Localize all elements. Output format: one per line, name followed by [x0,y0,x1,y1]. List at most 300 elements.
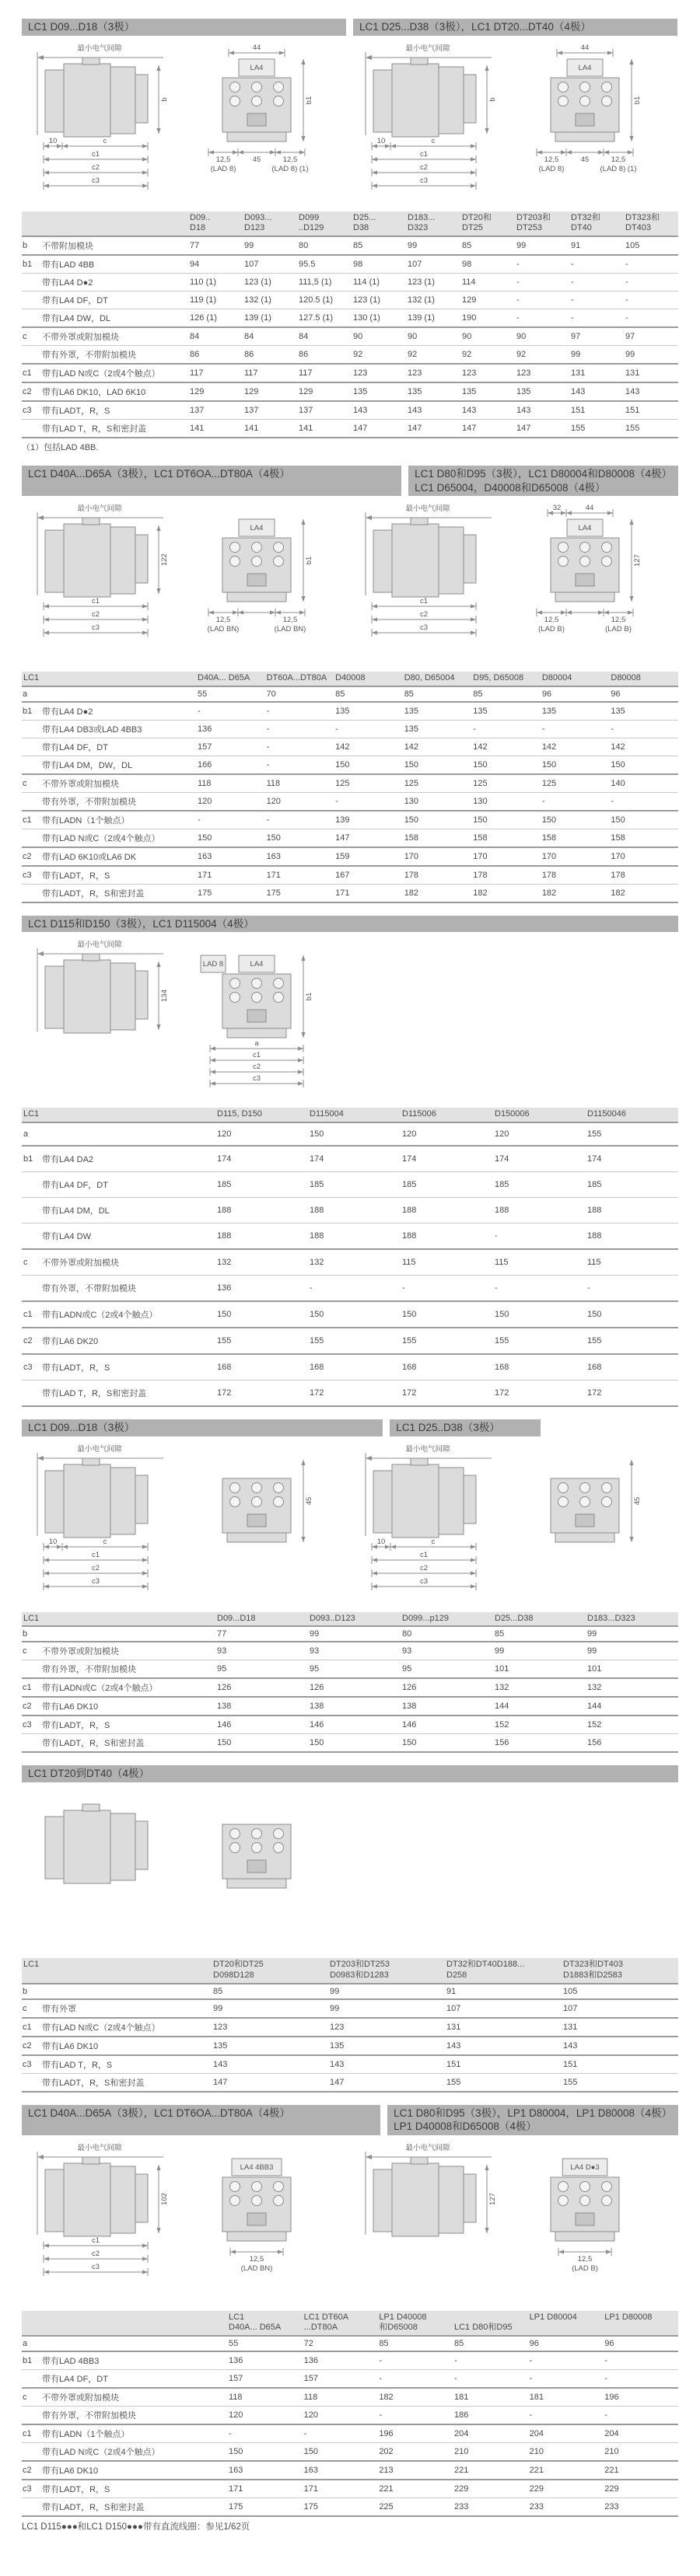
table-header-row [22,211,678,237]
dimension-value: 85 [453,2336,528,2351]
dimension-value: 190 [460,309,515,328]
column-header: D80008 [609,672,678,686]
dimension-value: 72 [303,2336,378,2351]
row-key: c2 [22,1328,40,1354]
dimension-value: 135 [328,2037,445,2055]
drawing-group [22,42,350,205]
section-header-row [22,916,678,933]
row-label: 带有LA4 DW [40,1223,215,1250]
section-header: LC1 D80和D95（3极），LC1 D80004和D80008（4极） LC1 D65004，D40008和D65008（4极） [408,466,678,496]
dimension-value: - [227,2424,303,2443]
dimension-value: 168 [401,1354,493,1380]
dim-label: b [488,96,497,102]
dim-label: c3 [419,623,429,633]
dim-label: b1 [633,96,642,104]
dimension-value: 150 [493,1301,586,1328]
dimension-drawings [22,938,678,1101]
dimension-value: 135 [460,382,515,401]
dimension-value: 118 [227,2388,303,2407]
dimension-value: - [308,1276,401,1302]
dim-label: LA4 [578,524,592,533]
column-header: D25...D38 [493,1612,586,1627]
dimension-value: - [541,792,610,811]
side-view-drawing [22,1443,177,1606]
dimension-value: 119 (1) [188,291,243,309]
table-row [22,774,678,793]
section-header-row [22,466,678,496]
dimensions-table [22,2311,678,2518]
table-corner-label: LC1 [22,1958,212,1984]
dimension-value: 99 [493,1642,586,1660]
dimension-value: 135 [515,382,569,401]
dimension-value: 158 [541,829,610,847]
dimension-value: 99 [569,346,624,365]
row-label [40,1626,215,1642]
row-label [40,1122,215,1146]
drawing-group [22,1443,350,1606]
dimension-value: 85 [334,686,403,702]
dimension-value: 136 [303,2351,378,2370]
dim-label: LA4 D●3 [570,2162,600,2172]
row-key: b1 [22,702,40,721]
dimension-value: 157 [196,738,265,756]
row-key: c2 [22,847,40,866]
dimension-value: 157 [303,2370,378,2389]
dim-label: c3 [419,1576,429,1586]
section-lc1-d40a-d65a-lp1 [22,2105,678,2533]
dimension-value: 172 [308,1380,401,1407]
dimension-value: 92 [406,346,460,365]
dim-label: 12,5 [215,616,231,625]
contactor-side-view [22,42,177,197]
section-header: LC1 D25..D38（3极） [390,1419,541,1436]
dimension-value: 167 [334,866,403,885]
dimension-value: 135 [403,702,472,721]
side-view-drawing [22,938,177,1101]
dimension-value: - [377,2407,453,2425]
dimension-value: 129 [188,382,243,401]
dimension-value: 182 [541,884,610,902]
dimensions-table [22,1958,678,2093]
row-label: 带有LA6 DK10 [40,1697,215,1716]
dimension-value: 138 [308,1697,401,1716]
row-label: 带有LADN或C（2或4个触点） [40,1301,215,1328]
dimension-value: - [624,255,678,274]
dim-label: c2 [91,610,100,620]
dimension-value: 125 [334,774,403,793]
dimension-value: 188 [586,1223,678,1250]
dimension-value: 163 [303,2461,378,2480]
dimension-value: 127.5 (1) [297,309,352,328]
dimension-value: 85 [403,686,472,702]
table-row [22,738,678,756]
dim-label: c3 [252,1074,261,1084]
dimension-value: 150 [609,756,678,774]
side-view-drawing [22,42,177,205]
dimension-value: 229 [453,2480,528,2498]
dim-label: 32 [552,504,562,513]
table-row [22,1301,678,1328]
table-row [22,236,678,255]
dimension-value: 123 [515,364,569,382]
row-label: 带有LA4 DB3或LAD 4BB3 [40,720,196,738]
dimension-value: - [334,720,403,738]
dimension-value: 150 [401,1301,493,1328]
dim-label: c3 [419,176,429,185]
dimension-value: - [515,309,569,328]
dimension-value: 114 (1) [352,274,406,291]
contactor-side-view [22,1443,177,1598]
dimension-drawings [22,2141,678,2305]
dim-label: 最小电气间隙 [77,504,122,514]
table-row [22,2443,678,2462]
dimension-value: 155 [569,420,624,438]
dimension-value: - [569,291,624,309]
dimension-value: 91 [569,236,624,255]
row-label: 带有LA4 DM，DW，DL [40,756,196,774]
dimension-value: 118 [265,774,334,793]
dimension-value: 125 [471,774,541,793]
dimension-value: 132 [586,1678,678,1697]
section-lc1-d09-d18 [22,19,678,453]
table-row [22,1999,678,2018]
row-label: 不带外罩或附加模块 [40,2388,227,2407]
row-label [40,686,196,702]
side-view-drawing [350,2141,506,2305]
dimension-value: - [265,702,334,721]
table-row [22,829,678,847]
dimension-value: - [493,1223,586,1250]
table-row [22,792,678,811]
dimension-value: 210 [603,2443,678,2462]
column-header: DT32和DT40D188... D258 [445,1958,562,1984]
table-row [22,1198,678,1223]
dimension-value: 151 [569,401,624,420]
dimension-value: 135 [352,382,406,401]
front-view-drawing [179,1443,334,1606]
dim-label: 最小电气间隙 [405,2143,450,2152]
row-key: b1 [22,2351,40,2370]
row-key: c3 [22,866,40,885]
table-corner-label: LC1 [22,1108,215,1122]
table-row [22,1734,678,1753]
dimension-value: 120 [265,792,334,811]
dim-label: c1 [91,597,100,606]
dimension-value: 185 [215,1172,308,1198]
dimension-value: 135 [212,2037,328,2055]
dim-label: c2 [419,162,429,172]
front-view-drawing [179,1789,334,1952]
table-header-row [22,1612,678,1627]
dimension-value: 181 [528,2388,604,2407]
footnote: （1）包括LAD 4BB. [22,443,99,453]
dimension-value: 172 [493,1380,586,1407]
dimension-value: 85 [493,1626,586,1642]
dimensions-table-host [22,1108,678,1407]
dim-label: 最小电气间隙 [77,1444,122,1454]
dimension-value: 185 [493,1172,586,1198]
dimension-value: 155 [562,2073,678,2092]
table-row [22,1380,678,1407]
dimension-value: 55 [196,686,265,702]
dimension-value: 105 [624,236,678,255]
dimension-value: 159 [334,847,403,866]
dimension-value: 97 [569,327,624,346]
dimension-value: 135 [334,702,403,721]
dimension-value: 99 [586,1626,678,1642]
row-label: 带有LADT，R，S [40,1354,215,1380]
dimension-value: 202 [377,2443,453,2462]
dimension-value: 174 [493,1146,586,1172]
dimension-value: 129 [460,291,515,309]
dimension-value: 98 [460,255,515,274]
dimension-value: 147 [328,2073,445,2092]
table-row [22,1328,678,1354]
dim-label: (LAD BN) [274,625,306,634]
dimension-value: 151 [562,2055,678,2074]
dimension-value: - [265,756,334,774]
dim-label: (LAD BN) [240,2264,273,2273]
dim-label: 10 [376,136,386,145]
dimension-value: 156 [586,1734,678,1753]
dim-label: 44 [580,43,590,52]
row-key [22,420,40,438]
row-label: 带有LAD 4BB3 [40,2351,227,2370]
table-row [22,401,678,420]
dimension-value: - [528,2407,604,2425]
dimensions-table-host [22,211,678,439]
dimension-value: 107 [445,1999,562,2018]
dimension-value: 97 [624,327,678,346]
dimension-value: 141 [188,420,243,438]
dimension-value: 155 [401,1328,493,1354]
table-row [22,1223,678,1250]
dimension-value: 132 [308,1249,401,1276]
section-header: LC1 D115和D150（3极），LC1 D115004（4极） [22,916,678,933]
contactor-front-view [179,1789,334,1948]
dimension-value: 91 [445,1984,562,1999]
side-view-drawing [22,2141,177,2305]
dimension-value: - [515,255,569,274]
dimension-value: 150 [403,811,472,829]
dimension-value: 143 [562,2037,678,2055]
dimension-value: 155 [586,1328,678,1354]
dimension-value: 129 [297,382,352,401]
section-header-row [22,19,678,36]
dimension-value: 126 [215,1678,308,1697]
section-header: LC1 D40A...D65A（3极），LC1 DT6OA...DT80A（4极） [22,2105,380,2135]
dimension-value: 147 [334,829,403,847]
dimension-value: 174 [586,1146,678,1172]
dimension-value: 188 [493,1198,586,1223]
row-label: 带有LAD T，R，S和密封盖 [40,420,188,438]
dimension-value: 130 [403,792,472,811]
dimensions-table [22,1108,678,1407]
dimension-value: 174 [401,1146,493,1172]
dimension-value: 123 [212,2018,328,2037]
dimension-value: 138 [215,1697,308,1716]
dimension-value: 221 [528,2461,604,2480]
dimension-value: 210 [528,2443,604,2462]
dim-label: c2 [252,1063,261,1072]
table-row [22,1354,678,1380]
table-row [22,1146,678,1172]
front-view-drawing [507,42,663,205]
dimensions-table-host [22,1612,678,1754]
dimension-value: 147 [406,420,460,438]
dimension-value: 175 [303,2498,378,2517]
dim-label: 12,5 [611,616,626,625]
table-corner-label: LC1 [22,672,196,686]
dim-label: 12,5 [544,155,559,164]
side-view-drawing [350,1443,506,1606]
dimension-value: 141 [243,420,297,438]
row-key [22,829,40,847]
dimension-value: 95 [401,1660,493,1679]
dimension-value: 182 [377,2388,453,2407]
row-key: b [22,1984,40,1999]
row-key: c1 [22,1678,40,1697]
table-row [22,274,678,291]
dim-label: 45 [252,155,261,164]
dimension-value: 99 [308,1626,401,1642]
dimension-value: 135 [406,382,460,401]
row-label: 带有LAD T，R，S [40,2055,212,2074]
row-label: 不带外罩或附加模块 [40,327,188,346]
row-label: 带有外罩，不带附加模块 [40,792,196,811]
row-key [22,2443,40,2462]
dim-label: b1 [305,556,313,565]
dimension-value: 92 [515,346,569,365]
dimension-value: - [377,2370,453,2389]
row-label: 带有LADT，R，S [40,2480,227,2498]
dim-label: c2 [91,2249,100,2258]
dimension-value: 123 (1) [243,274,297,291]
dimension-value: 115 [493,1249,586,1276]
column-header: LP1 D80008 [603,2311,678,2337]
dimension-value: 136 [215,1276,308,1302]
row-key: c1 [22,2424,40,2443]
dimension-value: - [453,2351,528,2370]
dimension-value: - [471,720,541,738]
row-key: c3 [22,2055,40,2074]
row-key [22,1380,40,1407]
row-label: 带有LA4 DM，DL [40,1198,215,1223]
dim-label: a [254,1039,259,1049]
page-footnote: LC1 D115●●●和LC1 D150●●●带有直流线圈：参见1/62页 [22,2522,250,2532]
dimension-value: 120 [401,1122,493,1146]
column-header: D80004 [541,672,610,686]
dimension-value: 170 [541,847,610,866]
row-key: c2 [22,382,40,401]
dimension-value: 135 [609,702,678,721]
column-header: LC1 D40A... D65A [227,2311,303,2337]
dimension-drawings [22,1443,678,1606]
front-view-drawing [179,938,334,1101]
contactor-front-view [507,1443,663,1602]
dimension-value: 99 [328,1999,445,2018]
dimension-value: 95 [308,1660,401,1679]
dimension-value: 111,5 (1) [297,274,352,291]
row-key [22,1276,40,1302]
dimension-value: 137 [297,401,352,420]
table-row [22,364,678,382]
dimension-value: 143 [406,401,460,420]
dimension-value: 123 [328,2018,445,2037]
table-row [22,327,678,346]
dimension-value: 85 [460,236,515,255]
dimension-value: 175 [265,884,334,902]
dimension-value: 143 [352,401,406,420]
dimension-value: 204 [453,2424,528,2443]
dimension-value: 115 [401,1249,493,1276]
section-header-row [22,2105,678,2135]
dimension-value: 171 [265,866,334,885]
dimension-value: 93 [215,1642,308,1660]
row-label: 带有LA6 DK20 [40,1328,215,1354]
dimension-value: 150 [303,2443,378,2462]
front-view-drawing [507,502,663,665]
dimension-value: 126 (1) [188,309,243,328]
side-view-drawing [350,42,506,205]
dim-label: c2 [91,162,100,172]
dim-label: 122 [160,553,169,567]
dimension-value: - [515,291,569,309]
dimension-value: 150 [196,829,265,847]
dimension-value: - [196,702,265,721]
dim-label: LA4 [250,524,264,533]
section-header-row [22,1419,678,1436]
dimension-value: - [493,1276,586,1302]
row-key: c1 [22,364,40,382]
dimension-value: 105 [562,1984,678,1999]
dimension-value: 142 [541,738,610,756]
dimension-drawings [22,42,678,205]
row-label: 带有外罩 [40,1999,212,2018]
table-row [22,291,678,309]
dim-label: (LAD B) [605,625,632,634]
column-header: DT20和 DT25 [460,211,515,237]
contactor-side-view [350,2141,506,2297]
dimension-value: 168 [493,1354,586,1380]
row-key [22,792,40,811]
dimension-value: 196 [603,2388,678,2407]
table-row [22,1642,678,1660]
dimension-value: 84 [297,327,352,346]
contactor-side-view [350,1443,506,1598]
table-row [22,255,678,274]
dim-label: 最小电气间隙 [405,1444,450,1454]
row-label: 带有外罩，不带附加模块 [40,1660,215,1679]
dim-label: LA4 [250,63,264,72]
dimension-value: 139 (1) [406,309,460,328]
dimension-value: - [303,2424,378,2443]
row-label: 带有LA4 DA2 [40,1146,215,1172]
dimension-value: 188 [215,1198,308,1223]
row-key [22,756,40,774]
dim-label: 127 [488,2192,497,2205]
dimension-value: 117 [188,364,243,382]
table-row [22,382,678,401]
column-header: LC1 DT60A ...DT80A [303,2311,378,2337]
dim-label: 127 [633,554,642,567]
dimension-value: 221 [603,2461,678,2480]
column-header: D40A... D65A [196,672,265,686]
front-view-drawing [179,2141,334,2305]
table-row [22,346,678,365]
front-view-drawing [507,1443,663,1606]
row-key: c2 [22,2461,40,2480]
